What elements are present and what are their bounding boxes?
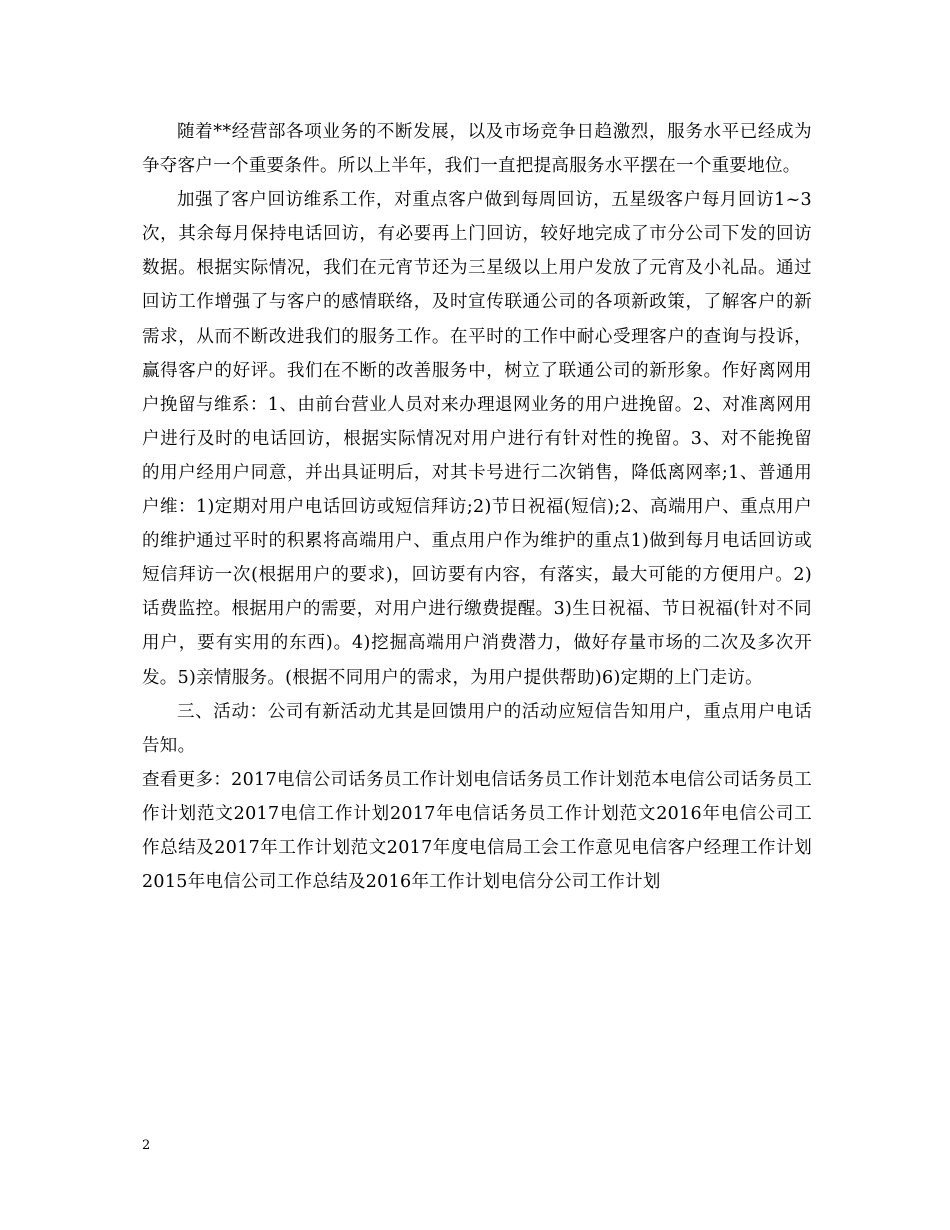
paragraph-customer-visits: 加强了客户回访维系工作，对重点客户做到每周回访，五星级客户每月回访1~3次，其余每月保持电话回访，有必要再上门回访，较好地完成了市分公司下发的回访数据。根据实际情况，我们在元宵节还为三星级以上用户发放了元宵及小礼品。通过回访工作增强了与客户的感情联络，及时宣传联通公司的各项新政策，了解客户的新需求，从而不断改进我们的服务工作。在平时的工作中耐心受理客户的查询与投诉，赢得客户的好评。我们在不断的改善服务中，树立了联通公司的新形象。作好离网用户挽留与维系：1、由前台营业人员对来办理退网业务的用户进挽留。2、对准离网用户进行及时的电话回访，根据实际情况对用户进行有针对性的挽留。3、对不能挽留的用户经用户同意，并出具证明后，对其卡号进行二次销售，降低离网率;1、普通用户维：1)定期对用户电话回访或短信拜访;2)节日祝福(短信);2、高端用户、重点用户的维护通过平时的积累将高端用户、重点用户作为维护的重点1)做到每月电话回访或短信拜访一次(根据用户的要求)，回访要有内容，有落实，最大可能的方便用户。2)话费监控。根据用户的需要，对用户进行缴费提醒。3)生日祝福、节日祝福(针对不同用户，要有实用的东西)。4)挖掘高端用户消费潜力，做好存量市场的二次及多次开发。5)亲情服务。(根据不同用户的需求，为用户提供帮助)6)定期的上门走访。 [142, 190, 812, 688]
document-body [142, 115, 812, 899]
see-more-links: 查看更多：2017电信公司话务员工作计划电信话务员工作计划范本电信公司话务员工作计划范文2017电信工作计划2017年电信话务员工作计划范文2016年电信公司工作总结及2017年工作计划范文2017年度电信局工会工作意见电信客户经理工作计划2015年电信公司工作总结及2016年工作计划电信分公司工作计划 [142, 769, 812, 893]
paragraph-intro: 随着**经营部各项业务的不断发展，以及市场竞争日趋激烈，服务水平已经成为争夺客户一个重要条件。所以上半年，我们一直把提高服务水平摆在一个重要地位。 [142, 122, 812, 177]
page-number: 2 [142, 1138, 151, 1153]
paragraph-activities: 三、活动：公司有新活动尤其是回馈用户的活动应短信告知用户，重点用户电话告知。 [142, 701, 812, 756]
